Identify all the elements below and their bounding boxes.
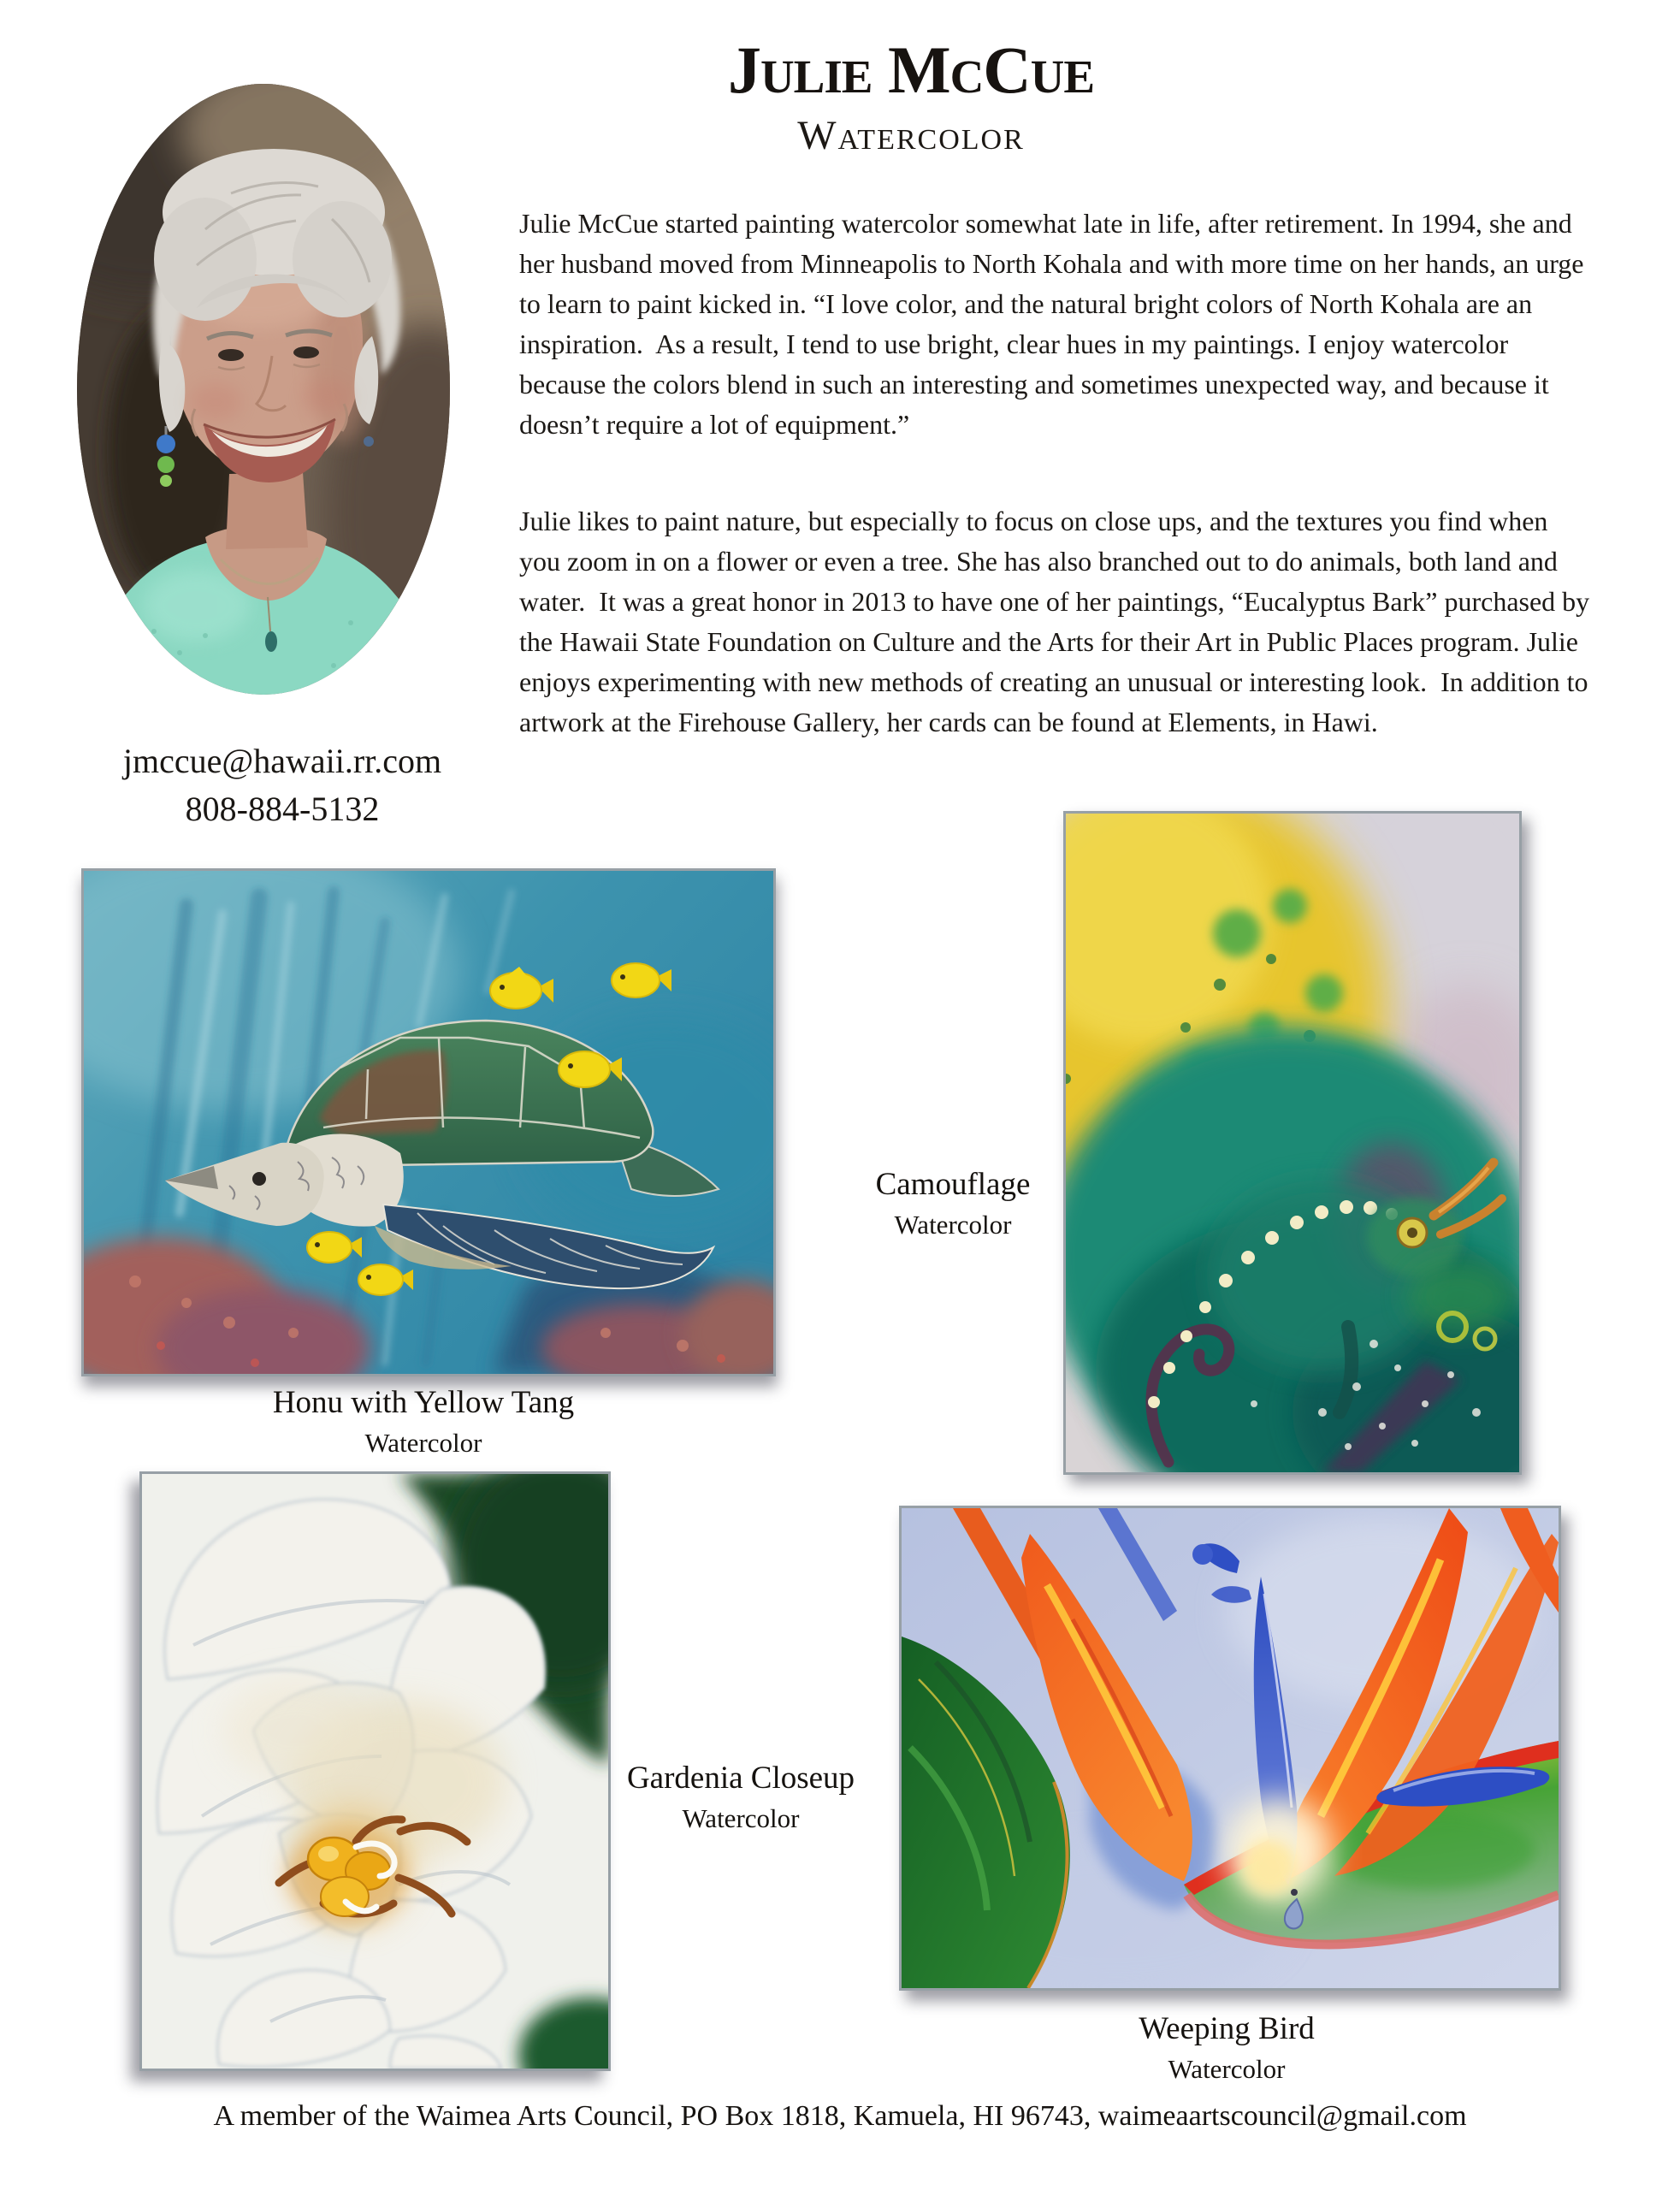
weeping-bird-painting-illustration: [902, 1508, 1559, 1988]
bio-paragraph-2: Julie likes to paint nature, but especially to focus on close ups, and the textures you find when you zoom in on a flower or even a tree. She has also branched out to do animals, both land and water. It was a great honor in 2013 to have one of her paintings, “Eucalyptus Bark” purchased by the Hawaii State Foundation on Culture and the Arts for their Art in Public Places program. Julie enjoys experimenting with new methods of creating an unusual or interesting look. In addition to artwork at the Firehouse Gallery, her cards can be found at Elements, in Hawi.: [519, 506, 1597, 737]
membership-footer: A member of the Waimea Arts Council, PO Box 1818, Kamuela, HI 96743, waimeaartscouncil@gmail.com: [213, 2100, 1467, 2132]
artwork-medium: Watercolor: [364, 1428, 482, 1458]
caption-weeping-bird: [1090, 2009, 1364, 2087]
artist-email: jmccue@hawaii.rr.com: [122, 742, 442, 780]
caption-honu: [167, 1382, 680, 1461]
honu-painting-illustration: [84, 871, 773, 1374]
artwork-title: Honu with Yellow Tang: [272, 1385, 575, 1420]
artwork-medium: Watercolor: [1168, 2054, 1286, 2084]
artwork-title: Camouflage: [875, 1167, 1031, 1202]
camouflage-painting-illustration: [1066, 814, 1519, 1472]
artwork-honu-with-yellow-tang: [81, 868, 776, 1376]
artist-phone: 808-884-5132: [185, 790, 380, 828]
medium-subtitle: Watercolor: [797, 113, 1025, 158]
artwork-camouflage: [1063, 811, 1522, 1475]
artist-name-title: Julie McCue: [727, 33, 1095, 107]
artwork-title: Gardenia Closeup: [626, 1761, 855, 1796]
artwork-title: Weeping Bird: [1139, 2011, 1315, 2046]
artist-portrait-photo: [77, 84, 450, 695]
caption-gardenia: [604, 1758, 878, 1837]
artwork-gardenia-closeup: [139, 1471, 611, 2071]
contact-block: [81, 737, 483, 833]
page-header: [398, 31, 1424, 159]
caption-camouflage: [816, 1164, 1090, 1243]
bio-paragraph-1: Julie McCue started painting watercolor somewhat late in life, after retirement. In 1994, she and her husband moved from Minneapolis to North Kohala and with more time on her hands, an urge to learn to paint kicked in. “I love color, and the natural bright colors of North Kohala are an inspiration. As a result, I tend to use bright, clear hues in my paintings. I enjoy watercolor because the colors blend in such an interesting and sometimes unexpected way, and because it doesn’t require a lot of equipment.”: [519, 208, 1591, 440]
artwork-medium: Watercolor: [682, 1803, 800, 1833]
artwork-weeping-bird: [899, 1506, 1561, 1991]
gardenia-painting-illustration: [142, 1474, 608, 2069]
artwork-medium: Watercolor: [894, 1210, 1012, 1240]
portrait-illustration: [77, 84, 450, 695]
